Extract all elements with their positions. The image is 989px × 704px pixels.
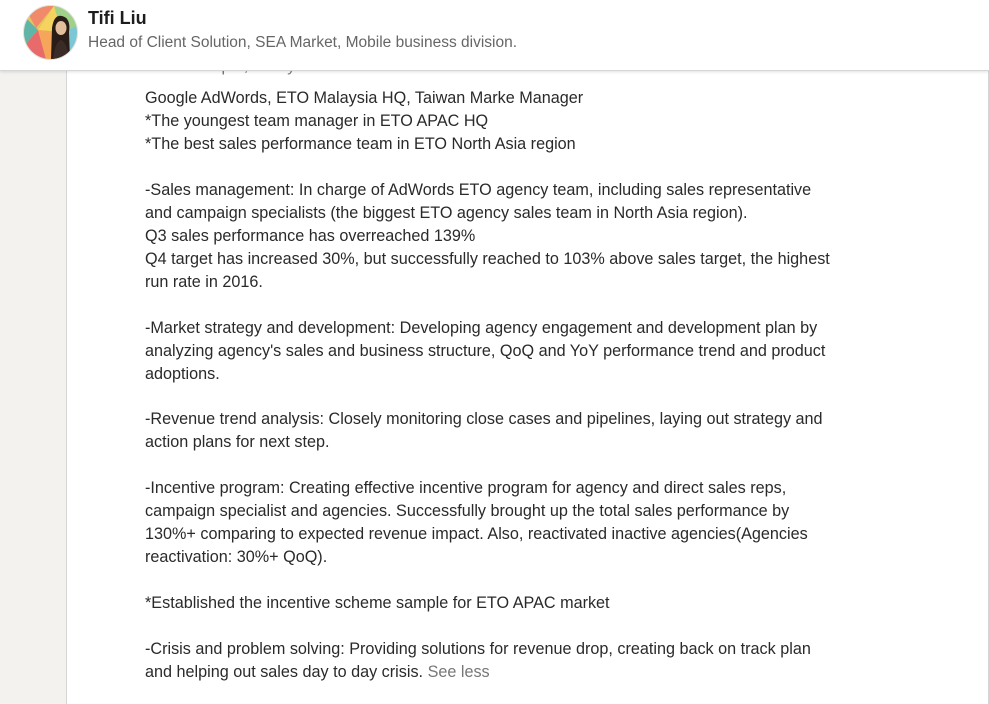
paragraph-gap: [145, 156, 905, 179]
description-text: -Incentive program: Creating effective incentive program for agency and direct sales reps,: [145, 479, 787, 498]
description-text: action plans for next step.: [145, 433, 330, 452]
description-line: [145, 110, 905, 133]
position-description: [145, 87, 905, 684]
description-text: Q3 sales performance has overreached 139%: [145, 226, 476, 245]
description-text: 130%+ comparing to expected revenue impact. Also, reactivated inactive agencies(Agencies: [145, 525, 808, 544]
description-text: Q4 target has increased 30%, but successfully reached to 103% above sales target, the highest: [145, 249, 830, 268]
description-text: -Sales management: In charge of AdWords ETO agency team, including sales representative: [145, 180, 812, 199]
paragraph-gap: [145, 386, 905, 409]
profile-name[interactable]: Tifi Liu: [88, 8, 147, 28]
description-line: [145, 592, 905, 615]
profile-headline: Head of Client Solution, SEA Market, Mobile business division.: [88, 34, 518, 51]
description-line: [145, 546, 905, 569]
paragraph-gap: [145, 615, 905, 638]
description-text: Google AdWords, ETO Malaysia HQ, Taiwan Marke Manager: [145, 89, 584, 107]
description-line: [145, 638, 905, 661]
description-text: adoptions.: [145, 364, 220, 383]
description-text: -Revenue trend analysis: Closely monitoring close cases and pipelines, laying out strategy and: [145, 410, 823, 429]
sticky-profile-header: [0, 0, 989, 71]
description-text: and helping out sales day to day crisis.: [145, 662, 424, 681]
description-line: [145, 225, 905, 248]
description-text: *The best sales performance team in ETO North Asia region: [145, 135, 576, 153]
avatar[interactable]: [23, 5, 78, 60]
description-text: -Crisis and problem solving: Providing solutions for revenue drop, creating back on track plan: [145, 639, 811, 658]
description-line: [145, 408, 905, 431]
description-line: [145, 271, 905, 294]
description-line: [145, 661, 905, 684]
description-line: [145, 431, 905, 454]
description-line: [145, 363, 905, 386]
description-text: campaign specialist and agencies. Successfully brought up the total sales performance by: [145, 502, 790, 521]
description-line: [145, 340, 905, 363]
description-line: [145, 523, 905, 546]
description-line: [145, 87, 905, 110]
description-text: -Market strategy and development: Developing agency engagement and development plan by: [145, 318, 818, 337]
profile-photo-avatar: [24, 6, 77, 59]
description-line: [145, 133, 905, 156]
description-text: reactivation: 30%+ QoQ).: [145, 548, 328, 567]
description-line: [145, 202, 905, 225]
description-text: *Established the incentive scheme sample for ETO APAC market: [145, 593, 610, 612]
see-less-link[interactable]: See less: [427, 662, 490, 681]
description-line: [145, 477, 905, 500]
description-line: [145, 248, 905, 271]
description-line: [145, 500, 905, 523]
description-text: run rate in 2016.: [145, 272, 263, 291]
paragraph-gap: [145, 294, 905, 317]
paragraph-gap: [145, 569, 905, 592]
description-line: [145, 179, 905, 202]
description-text: and campaign specialists (the biggest ETO agency sales team in North Asia region).: [145, 203, 748, 222]
description-text: *The youngest team manager in ETO APAC HQ: [145, 112, 489, 130]
description-text: analyzing agency's sales and business structure, QoQ and YoY performance trend and product: [145, 341, 826, 360]
paragraph-gap: [145, 454, 905, 477]
description-line: [145, 317, 905, 340]
